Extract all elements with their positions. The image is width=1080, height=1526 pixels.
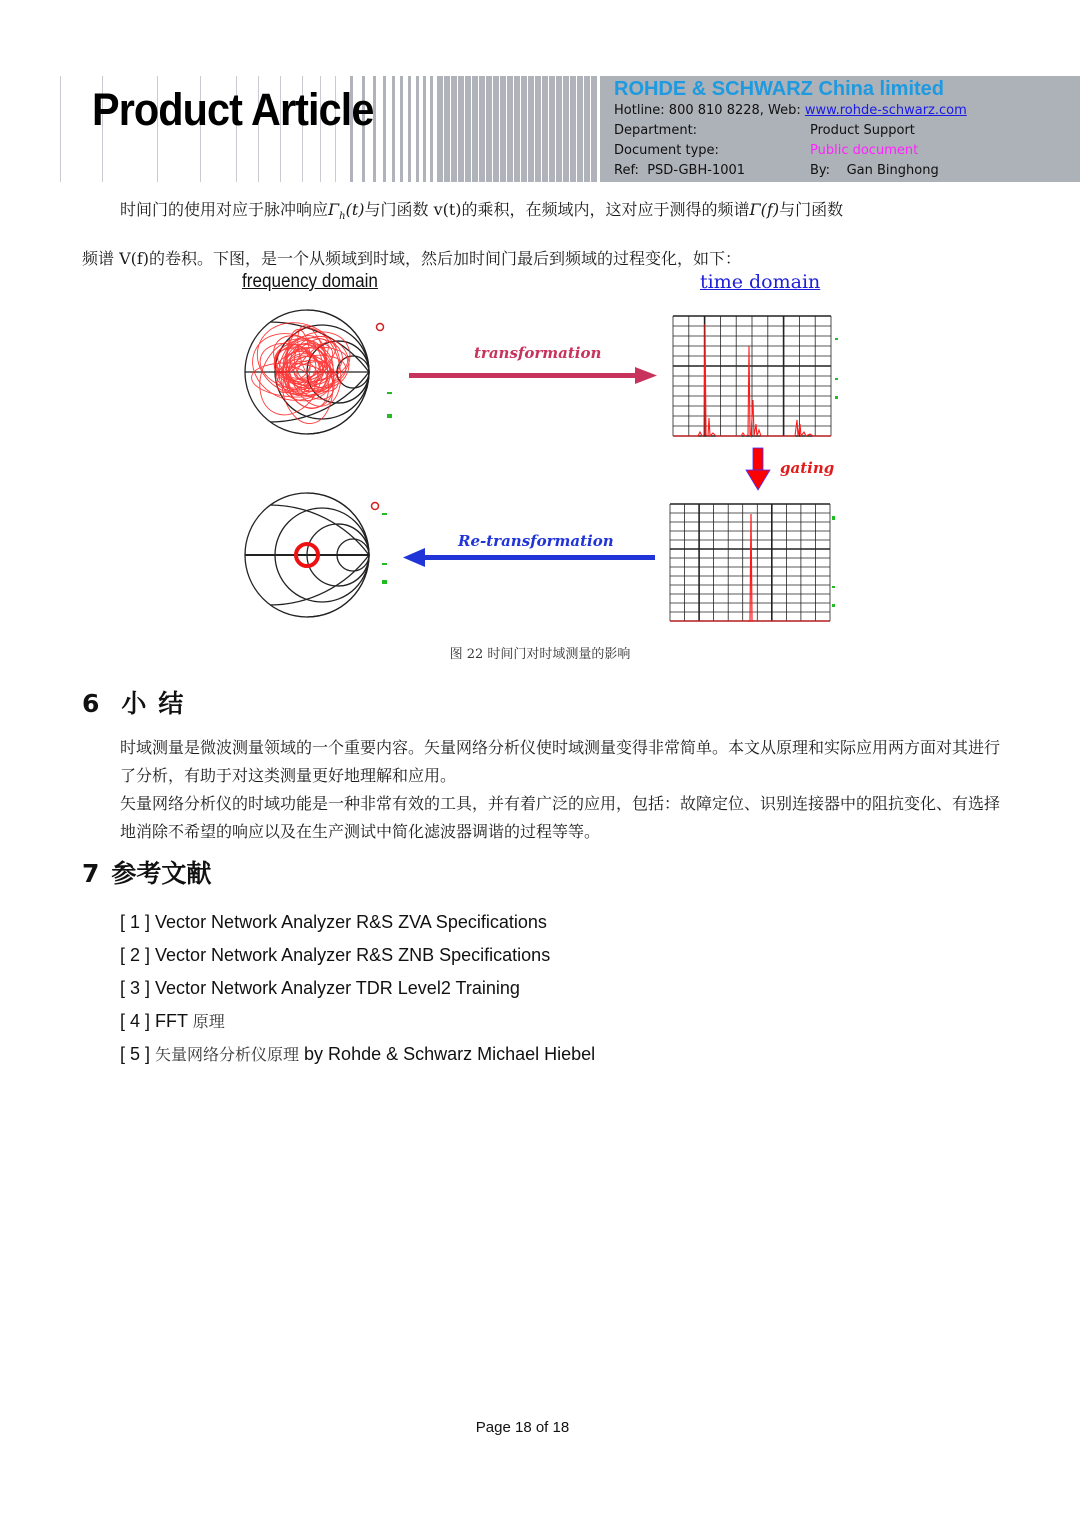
summary-paragraphs — [82, 734, 1012, 846]
header-stripe — [570, 76, 576, 182]
document-header — [60, 76, 1080, 182]
gamma-h-glyph: Γ — [328, 200, 340, 219]
by-label: By: — [810, 163, 831, 178]
company-name: ROHDE & SCHWARZ China limited — [614, 78, 945, 100]
hotline-line — [614, 101, 1074, 120]
header-stripe — [486, 76, 492, 182]
reference-item — [120, 908, 595, 941]
header-stripe — [493, 76, 499, 182]
smith-chart-gated — [245, 493, 387, 617]
header-stripe — [451, 76, 457, 182]
header-stripe — [408, 76, 411, 182]
header-stripe — [584, 76, 590, 182]
reference-item — [120, 1007, 595, 1040]
header-stripe — [542, 76, 548, 182]
author-line — [810, 161, 939, 180]
retransformation-label: Re-transformation — [458, 532, 614, 550]
header-stripe — [465, 76, 471, 182]
intro-text-c: 与门函数 — [779, 200, 844, 219]
department-line — [614, 121, 1074, 140]
time-domain-label: time domain — [700, 271, 821, 293]
transformation-label: transformation — [474, 344, 602, 362]
header-stripe — [563, 76, 569, 182]
time-domain-plot-gated — [670, 504, 835, 621]
department-label: Department: — [614, 123, 698, 138]
header-stripe — [444, 76, 450, 182]
reference-text: Vector Network Analyzer R&S ZVA Specifications — [155, 912, 547, 932]
intro-paragraph — [82, 196, 1012, 273]
reference-item — [120, 941, 595, 974]
reference-text-cn: 原理 — [192, 1012, 225, 1031]
reference-text-cn: 矢量网络分析仪原理 — [155, 1045, 300, 1064]
retransformation-arrow — [403, 548, 655, 567]
section-6-number: 6 — [82, 689, 100, 718]
intro-line-1 — [82, 196, 1012, 231]
reference-index: [ 3 ] — [120, 978, 151, 998]
header-stripe — [556, 76, 562, 182]
gating-arrow — [746, 448, 770, 490]
intro-text-b: 与门函数 v(t)的乘积，在频域内，这对应于测得的频谱 — [364, 200, 750, 219]
hotline-label: Hotline: 800 810 8228, Web: — [614, 103, 805, 118]
section-7-number: 7 — [82, 859, 100, 888]
figure-graphics — [220, 268, 860, 638]
smith-chart-unfiltered — [241, 310, 392, 434]
summary-para-1: 时域测量是微波测量领域的一个重要内容。矢量网络分析仪使时域测量变得非常简单。本文从原理和实际应用两方面对其进行了分析，有助于对这类测量更好地理解和应用。 — [120, 738, 1001, 785]
doctype-line — [614, 141, 1074, 160]
header-stripe — [430, 76, 433, 182]
header-stripe — [514, 76, 520, 182]
gamma-h-symbol — [328, 200, 365, 222]
reference-item — [120, 974, 595, 1007]
reference-index: [ 2 ] — [120, 945, 151, 965]
doctype-label: Document type: — [614, 143, 719, 158]
transformation-arrow — [409, 367, 657, 384]
gamma-h-argument: (t) — [345, 200, 365, 219]
header-stripe — [400, 76, 403, 182]
header-stripe — [521, 76, 527, 182]
department-value: Product Support — [810, 123, 915, 138]
header-stripe — [479, 76, 485, 182]
header-stripe — [383, 76, 386, 182]
header-stripe — [392, 76, 395, 182]
header-stripe — [416, 76, 419, 182]
reference-text: Vector Network Analyzer TDR Level2 Training — [155, 978, 520, 998]
header-stripe — [472, 76, 478, 182]
header-stripe — [549, 76, 555, 182]
intro-line-2: 频谱 V(f)的卷积。下图，是一个从频域到时域，然后加时间门最后到频域的过程变化，如下： — [82, 249, 742, 268]
header-stripe — [500, 76, 506, 182]
ref-value: PSD-GBH-1001 — [647, 163, 746, 178]
frequency-domain-label: frequency domain — [242, 271, 378, 292]
section-6-title: 小结 — [121, 689, 196, 718]
reference-text: by Rohde & Schwarz Michael Hiebel — [299, 1044, 596, 1064]
reference-text: FFT — [155, 1011, 193, 1031]
ref-line — [614, 161, 1074, 180]
time-domain-plot-unfiltered — [673, 316, 838, 436]
header-stripe — [60, 76, 61, 182]
header-stripe — [528, 76, 534, 182]
section-7-heading — [82, 858, 211, 890]
page-number: Page 18 of 18 — [475, 1419, 570, 1436]
reference-text: Vector Network Analyzer R&S ZNB Specifications — [155, 945, 551, 965]
header-stripe — [437, 76, 443, 182]
header-stripe — [535, 76, 541, 182]
reference-index: [ 4 ] — [120, 1011, 151, 1031]
header-stripe — [423, 76, 426, 182]
figure-time-gating — [220, 268, 860, 668]
website-link[interactable]: www.rohde-schwarz.com — [804, 103, 967, 118]
reference-item — [120, 1040, 595, 1073]
header-info-box — [600, 76, 1080, 182]
ref-label: Ref: — [614, 163, 639, 178]
header-stripe — [373, 76, 376, 182]
header-stripe — [458, 76, 464, 182]
section-7-title: 参考文献 — [111, 859, 212, 888]
gating-label: gating — [780, 459, 835, 477]
gamma-f-symbol: Γ(f) — [749, 200, 780, 219]
author-name: Gan Binghong — [846, 163, 939, 178]
header-stripe — [591, 76, 597, 182]
header-title: Product Article — [92, 84, 374, 135]
intro-text-a: 时间门的使用对应于脉冲响应 — [120, 200, 329, 219]
reference-index: [ 1 ] — [120, 912, 151, 932]
gamma-h-subscript: h — [339, 211, 346, 222]
summary-para-2: 矢量网络分析仪的时域功能是一种非常有效的工具，并有着广泛的应用，包括：故障定位、识别连接器中的阻抗变化、有选择地消除不希望的响应以及在生产测试中简化滤波器调谐的过程等等。 — [120, 794, 1001, 841]
header-stripe — [577, 76, 583, 182]
section-6-heading — [82, 688, 195, 720]
figure-caption: 图 22 时间门对时域测量的影响 — [449, 647, 631, 662]
doctype-value: Public document — [810, 143, 919, 158]
header-stripe — [507, 76, 513, 182]
reference-index: [ 5 ] — [120, 1044, 151, 1064]
reference-list — [120, 908, 595, 1073]
